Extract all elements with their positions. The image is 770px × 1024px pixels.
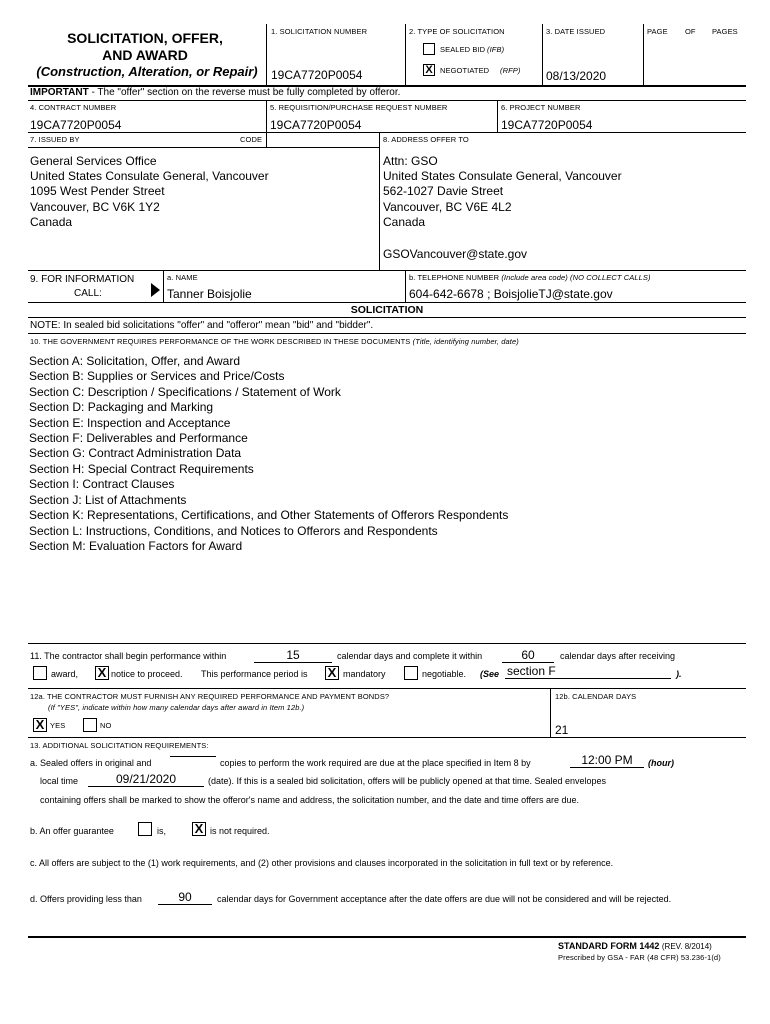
bonds-no-checkbox[interactable] [83, 718, 97, 732]
contract-number-value[interactable]: 19CA7720P0054 [30, 118, 122, 132]
divider [550, 688, 551, 738]
complete-days-field[interactable]: 60 [502, 649, 554, 663]
divider [497, 100, 498, 132]
section-item: Section F: Deliverables and Performance [29, 431, 248, 445]
item11-text: calendar days and complete it within [337, 651, 483, 661]
important-note [30, 87, 400, 98]
divider [266, 100, 267, 132]
issued-by-line: Vancouver, BC V6K 1Y2 [30, 200, 160, 214]
sealed-bid-label: SEALED BID [440, 45, 486, 54]
date-issued-value[interactable]: 08/13/2020 [546, 69, 607, 83]
copies-field[interactable] [170, 756, 216, 757]
address-to-line: Attn: GSO [383, 154, 438, 168]
sealed-bid-abbr: (IFB) [487, 45, 505, 54]
prescribed-by: Prescribed by GSA - FAR (48 CFR) 53.236-1(d) [558, 953, 721, 962]
additional-requirements-heading: 13. ADDITIONAL SOLICITATION REQUIREMENTS: [30, 741, 209, 750]
section-item: Section K: Representations, Certifications, and Other Statements of Offerors Respondents [29, 508, 509, 522]
guarantee-not-required-checkbox[interactable]: X [192, 822, 206, 836]
important-bold: IMPORTANT [30, 87, 89, 98]
begin-days-field[interactable]: 15 [254, 649, 332, 663]
telephone-label [409, 273, 651, 282]
rule [28, 936, 746, 938]
bonds-no-label: NO [100, 721, 112, 730]
project-number-label: 6. PROJECT NUMBER [501, 103, 581, 112]
contact-name-value[interactable]: Tanner Boisjolie [167, 287, 252, 301]
section-item: Section B: Supplies or Services and Price/Costs [29, 369, 285, 383]
contact-name-label: a. NAME [167, 273, 198, 282]
section-item: Section I: Contract Clauses [29, 477, 175, 491]
item11-text: 11. The contractor shall begin performance within [30, 651, 227, 661]
guarantee-is-checkbox[interactable] [138, 822, 152, 836]
bonds-note: (If "YES", indicate within how many calendar days after award in Item 12b.) [48, 703, 305, 712]
item13b-text: b. An offer guarantee [30, 826, 114, 836]
address-offer-to-label: 8. ADDRESS OFFER TO [383, 135, 469, 144]
rule [28, 688, 746, 689]
contract-number-label: 4. CONTRACT NUMBER [30, 103, 117, 112]
of-label: OF [685, 27, 696, 36]
due-date-field[interactable]: 09/21/2020 [88, 773, 204, 787]
divider [643, 24, 644, 86]
work-description-label-note: (Title, identifying number, date) [412, 337, 519, 346]
sealed-bid-checkbox[interactable] [423, 43, 435, 55]
mandatory-label: mandatory [343, 669, 386, 679]
telephone-value[interactable]: 604-642-6678 ; BoisjolieTJ@state.gov [409, 287, 613, 301]
rule [28, 270, 746, 271]
item13a-text: containing offers shall be marked to show the offeror's name and address, the solicitation number, and the date and time offers are due. [40, 795, 580, 805]
solicitation-type-label: 2. TYPE OF SOLICITATION [409, 27, 505, 36]
important-text: - The "offer" section on the reverse must be fully completed by offeror. [88, 87, 401, 98]
rule [28, 100, 746, 101]
address-to-line: United States Consulate General, Vancouver [383, 169, 622, 183]
work-description-label [30, 337, 519, 346]
section-item: Section C: Description / Specifications / Statement of Work [29, 385, 341, 399]
solicitation-heading: SOLICITATION [350, 304, 424, 316]
notice-to-proceed-checkbox[interactable]: X [95, 666, 109, 680]
bonds-yes-checkbox[interactable]: X [33, 718, 47, 732]
item13a-text: a. Sealed offers in original and [30, 758, 152, 768]
rule [28, 132, 746, 133]
calendar-days-label: 12b. CALENDAR DAYS [555, 692, 637, 701]
section-item: Section D: Packaging and Marking [29, 400, 214, 414]
section-item: Section L: Instructions, Conditions, and Notices to Offerors and Respondents [29, 524, 438, 538]
issued-by-line: Canada [30, 215, 73, 229]
item13d-text: d. Offers providing less than [30, 894, 142, 904]
negotiable-label: negotiable. [422, 669, 467, 679]
rule [28, 317, 746, 318]
due-time-field[interactable]: 12:00 PM [570, 754, 644, 768]
issued-by-line: United States Consulate General, Vancouver [30, 169, 269, 183]
negotiated-label: NEGOTIATED [440, 66, 490, 75]
calendar-days-value[interactable]: 21 [555, 723, 569, 737]
divider [163, 270, 164, 302]
divider [542, 24, 543, 86]
item13a-text: copies to perform the work required are due at the place specified in Item 8 by [220, 758, 531, 768]
negotiated-checkbox[interactable]: X [423, 64, 435, 76]
form-number [558, 941, 712, 951]
requisition-number-value[interactable]: 19CA7720P0054 [270, 118, 362, 132]
award-label: award, [51, 669, 79, 679]
item13d-text: calendar days for Government acceptance after the date offers are due will not be considered and will be rejected. [217, 894, 672, 904]
telephone-label-text: b. TELEPHONE NUMBER [409, 273, 500, 282]
negotiated-abbr: (RFP) [500, 66, 521, 75]
hour-label: (hour) [648, 758, 674, 768]
section-item: Section E: Inspection and Acceptance [29, 416, 231, 430]
rule [28, 737, 746, 738]
pages-label: PAGES [712, 27, 738, 36]
guarantee-not-required-label: is not required. [210, 826, 270, 836]
item13c-text: c. All offers are subject to the (1) work requirements, and (2) other provisions and clauses incorporated in the solicitation in full text or by reference. [30, 858, 614, 868]
bonds-yes-label: YES [50, 721, 66, 730]
address-to-email: GSOVancouver@state.gov [383, 247, 528, 261]
section-item: Section J: List of Attachments [29, 493, 187, 507]
issued-by-line: General Services Office [30, 154, 157, 168]
see-close: ). [676, 669, 682, 679]
arrow-right-icon [151, 283, 160, 297]
code-box[interactable] [266, 132, 380, 148]
address-to-line: Vancouver, BC V6E 4L2 [383, 200, 512, 214]
project-number-value[interactable]: 19CA7720P0054 [501, 118, 593, 132]
issued-by-line: 1095 West Pender Street [30, 184, 165, 198]
item13a-text: local time [40, 776, 79, 786]
form-revision: (REV. 8/2014) [661, 942, 712, 951]
acceptance-days-field[interactable]: 90 [158, 891, 212, 905]
section-item: Section H: Special Contract Requirements [29, 462, 254, 476]
negotiable-checkbox[interactable] [404, 666, 418, 680]
notice-to-proceed-label: notice to proceed. [111, 669, 183, 679]
rule [28, 333, 746, 334]
bonds-label: 12a. THE CONTRACTOR MUST FURNISH ANY REQUIRED PERFORMANCE AND PAYMENT BONDS? [30, 692, 390, 701]
telephone-label-note: (Include area code) (NO COLLECT CALLS) [501, 273, 651, 282]
divider [266, 24, 267, 86]
solicitation-number-label: 1. SOLICITATION NUMBER [271, 27, 368, 36]
divider [405, 24, 406, 86]
address-to-line: Canada [383, 215, 426, 229]
divider [379, 132, 380, 270]
section-item: Section M: Evaluation Factors for Award [29, 539, 243, 553]
item11-text: calendar days after receiving [560, 651, 676, 661]
info-call-label: CALL: [74, 288, 102, 299]
requisition-number-label: 5. REQUISITION/PURCHASE REQUEST NUMBER [270, 103, 448, 112]
section-item: Section G: Contract Administration Data [29, 446, 242, 460]
form-name: STANDARD FORM 1442 [558, 941, 660, 951]
performance-period-text: This performance period is [201, 669, 308, 679]
sealed-bid-note: NOTE: In sealed bid solicitations "offer" and "offeror" mean "bid" and "bidder". [30, 320, 374, 331]
info-call-label: 9. FOR INFORMATION [30, 274, 135, 285]
divider [405, 270, 406, 302]
form-title-line2: AND AWARD [102, 47, 188, 63]
form-title-line3: (Construction, Alteration, or Repair) [36, 64, 258, 79]
see-section-field[interactable]: section F [505, 665, 671, 679]
form-title-line1: SOLICITATION, OFFER, [67, 30, 223, 46]
rule [28, 643, 746, 644]
rule [28, 302, 746, 303]
item13a-text: (date). If this is a sealed bid solicitation, offers will be publicly opened at that time. Sealed envelopes [208, 776, 607, 786]
section-item: Section A: Solicitation, Offer, and Award [29, 354, 241, 368]
see-label: (See [480, 669, 500, 679]
award-checkbox[interactable] [33, 666, 47, 680]
code-label: CODE [240, 135, 263, 144]
page-label: PAGE [647, 27, 668, 36]
date-issued-label: 3. DATE ISSUED [546, 27, 606, 36]
mandatory-checkbox[interactable]: X [325, 666, 339, 680]
work-description-label-text: 10. THE GOVERNMENT REQUIRES PERFORMANCE OF THE WORK DESCRIBED IN THESE DOCUMENTS [30, 337, 411, 346]
issued-by-label: 7. ISSUED BY [30, 135, 80, 144]
solicitation-number-value[interactable]: 19CA7720P0054 [271, 68, 363, 82]
guarantee-is-label: is, [157, 826, 166, 836]
address-to-line: 562-1027 Davie Street [383, 184, 504, 198]
rule [28, 147, 380, 148]
